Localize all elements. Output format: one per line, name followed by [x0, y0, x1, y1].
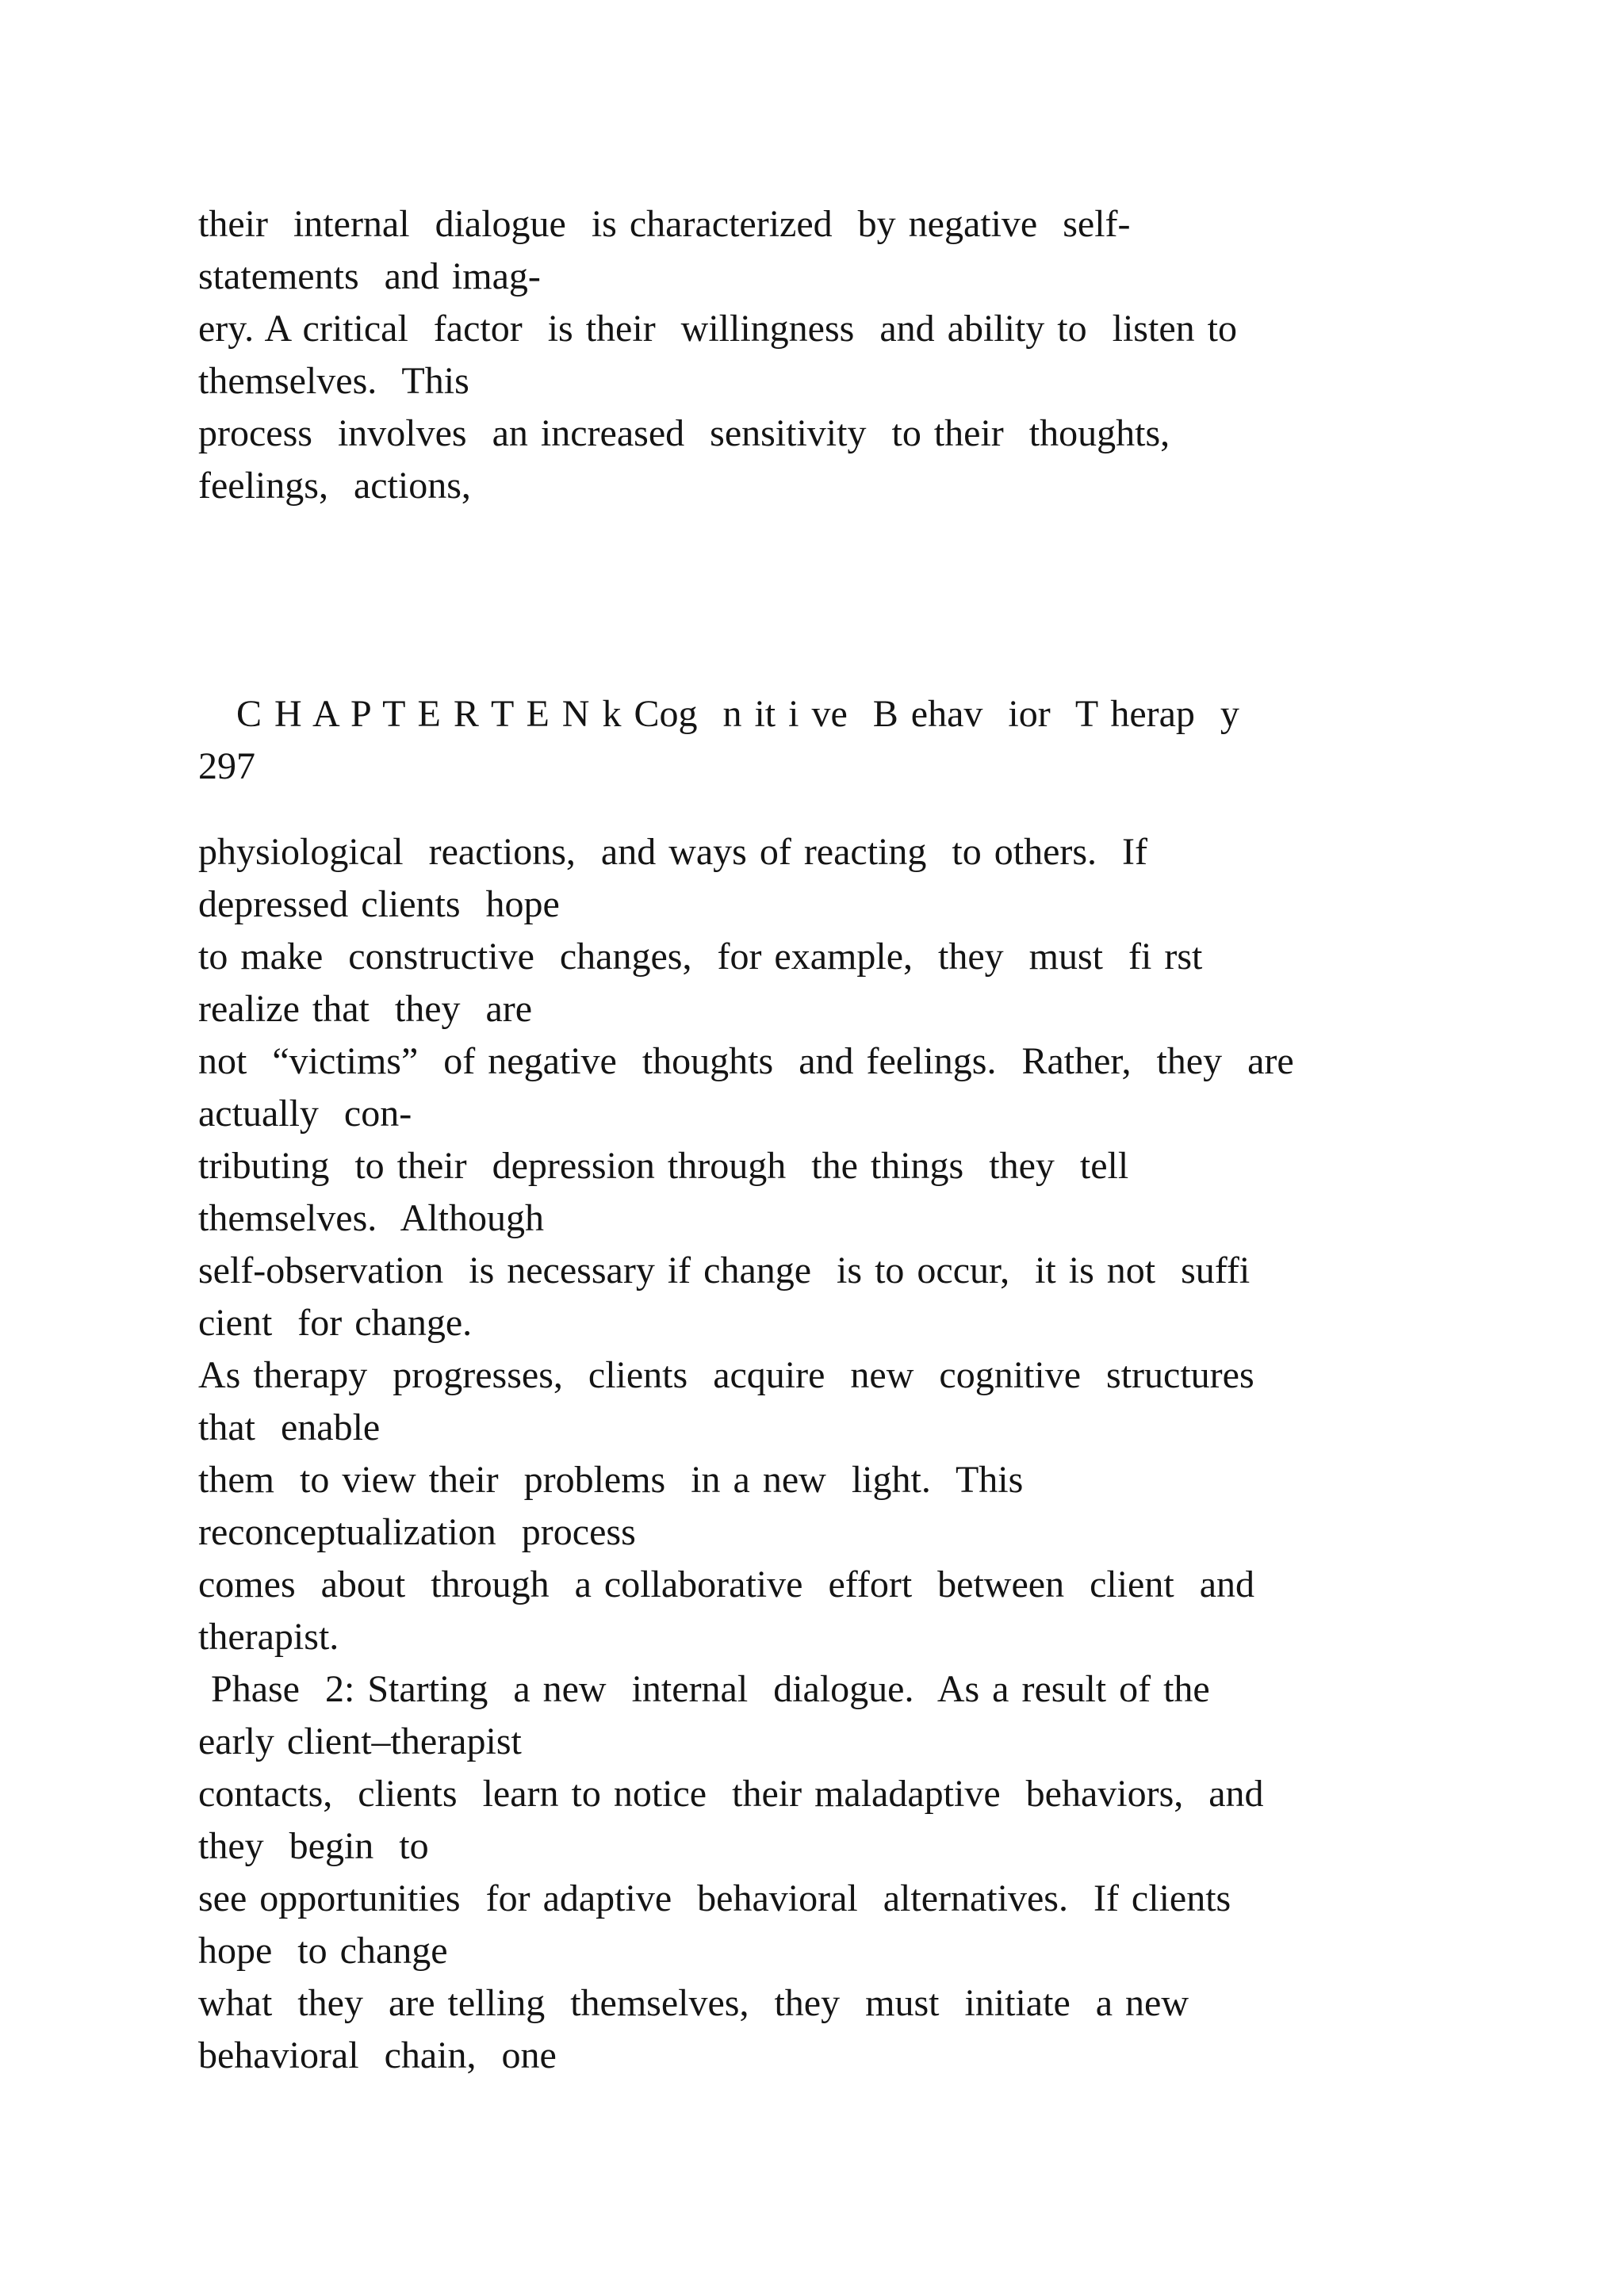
text-line: what they are telling themselves, they must initiate a new: [198, 1982, 1189, 2024]
top-paragraph: [198, 198, 1483, 512]
text-line: As therapy progresses, clients acquire new cognitive structures: [198, 1354, 1254, 1396]
text-line: not “victims” of negative thoughts and feelings. Rather, they are: [198, 1040, 1294, 1082]
text-line: hope to change: [198, 1930, 448, 1972]
text-line: reconceptualization process: [198, 1511, 636, 1553]
text-line: process involves an increased sensitivity to their thoughts,: [198, 412, 1170, 454]
text-line: to make constructive changes, for example, they must fi rst: [198, 936, 1203, 978]
text-line: ery. A critical factor is their willingness and ability to listen to: [198, 308, 1237, 350]
page-number: 297: [198, 745, 255, 787]
text-line: feelings, actions,: [198, 465, 471, 507]
text-line: realize that they are: [198, 988, 533, 1030]
text-line: physiological reactions, and ways of reacting to others. If: [198, 831, 1147, 873]
text-line: their internal dialogue is characterized by negative self-: [198, 203, 1131, 245]
text-line: contacts, clients learn to notice their maladaptive behaviors, and: [198, 1773, 1264, 1815]
body-paragraph: [198, 826, 1483, 2082]
text-line: actually con-: [198, 1093, 412, 1135]
text-line: early client–therapist: [198, 1720, 522, 1762]
text-line: themselves. Although: [198, 1197, 544, 1239]
text-line: therapist.: [198, 1616, 339, 1658]
text-line: that enable: [198, 1406, 381, 1448]
text-line: themselves. This: [198, 360, 469, 402]
running-header: [198, 688, 1483, 793]
text-line: cient for change.: [198, 1302, 473, 1344]
text-line: them to view their problems in a new light. This: [198, 1459, 1024, 1501]
text-line: they begin to: [198, 1825, 429, 1867]
text-line: comes about through a collaborative effort between client and: [198, 1563, 1254, 1605]
text-line: tributing to their depression through the things they tell: [198, 1145, 1129, 1187]
text-line: see opportunities for adaptive behavioral alternatives. If clients: [198, 1877, 1231, 1919]
text-line: statements and imag-: [198, 255, 541, 297]
text-line: behavioral chain, one: [198, 2034, 557, 2076]
text-line: self-observation is necessary if change is to occur, it is not suffi: [198, 1249, 1251, 1292]
text-line: depressed clients hope: [198, 883, 560, 925]
chapter-title: C H A P T E R T E N k Cog n it i ve B ehav ior T herap y: [236, 693, 1239, 735]
text-line: Phase 2: Starting a new internal dialogue. As a result of the: [198, 1668, 1210, 1710]
